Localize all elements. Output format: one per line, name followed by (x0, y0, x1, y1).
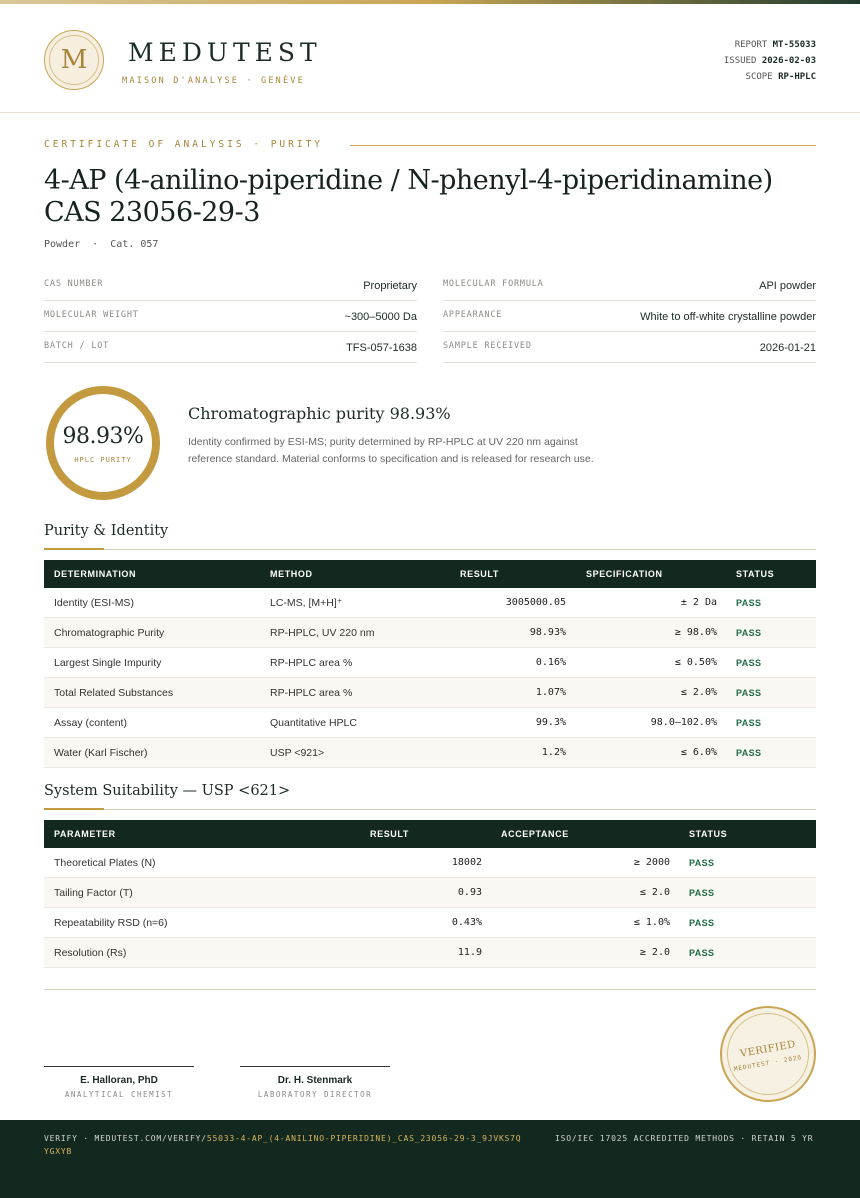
certificate-label: CERTIFICATE OF ANALYSIS · PURITY (44, 139, 324, 150)
signatory-name: E. Halloran, PhD (80, 1075, 158, 1086)
signatory-name: Dr. H. Stenmark (277, 1075, 353, 1086)
result-cell: 99.3% (535, 717, 566, 728)
brand-tagline: MAISON D'ANALYSE · GENÈVE (122, 76, 305, 86)
table-row (44, 678, 816, 708)
determination-cell: Identity (ESI-MS) (54, 597, 134, 609)
status-badge: PASS (689, 918, 715, 928)
specification-cell: ≤ 0.50% (674, 657, 717, 668)
parameter-cell: Tailing Factor (T) (54, 887, 133, 899)
report-number: MT-55033 (772, 40, 816, 50)
table-row (44, 738, 816, 768)
result-cell: 0.43% (451, 917, 482, 928)
brand-logo (44, 30, 104, 90)
parameter-cell: Resolution (Rs) (54, 947, 127, 959)
method-cell: USP <921> (270, 747, 325, 759)
determination-cell: Assay (content) (54, 717, 127, 729)
determination-cell: Total Related Substances (54, 687, 174, 699)
method-cell: Quantitative HPLC (270, 717, 357, 729)
table-row (44, 938, 816, 968)
table-header (44, 560, 816, 588)
signatory-role: ANALYTICAL CHEMIST (64, 1090, 174, 1099)
table-row (44, 848, 816, 878)
property-row (44, 301, 417, 332)
specification-cell: 98.0–102.0% (650, 717, 717, 728)
property-row (44, 270, 417, 301)
brand-name: MEDUTEST (128, 38, 322, 67)
method-cell: RP-HPLC, UV 220 nm (270, 627, 375, 639)
scope-value: RP-HPLC (778, 72, 816, 82)
property-value: Proprietary (363, 280, 417, 292)
property-key: APPEARANCE (443, 310, 503, 320)
compound-title-line1: 4-AP (4-anilino-piperidine / N-phenyl-4-piperidinamine) (44, 165, 773, 196)
status-badge: PASS (689, 888, 715, 898)
signature-block (44, 1066, 194, 1099)
signature-line (240, 1066, 390, 1067)
determination-cell: Water (Karl Fischer) (54, 747, 148, 759)
property-row (443, 301, 816, 332)
issued-date: 2026-02-03 (761, 56, 816, 66)
scope-label: SCOPE (745, 72, 773, 82)
property-row (443, 270, 816, 301)
property-row (44, 332, 417, 363)
property-row (443, 332, 816, 363)
verify-link[interactable]: 55033-4-AP_(4-ANILINO-PIPERIDINE)_CAS_23056-29-3_9JVKS7QYGXYB (44, 1134, 522, 1156)
result-cell: 0.93 (457, 887, 482, 898)
seal-subtext: MEDUTEST · 2026 (733, 1054, 803, 1073)
suitability-table (44, 820, 816, 968)
status-badge: PASS (736, 628, 762, 638)
result-cell: 1.2% (541, 747, 566, 758)
parameter-cell: Theoretical Plates (N) (54, 857, 156, 869)
purity-ring-value: 98.93% (62, 424, 144, 449)
acceptance-cell: ≥ 2.0 (639, 947, 670, 958)
suitability-section-title: System Suitability — USP <621> (44, 783, 291, 799)
report-header (0, 4, 860, 113)
status-badge: PASS (736, 718, 762, 728)
table-row (44, 878, 816, 908)
column-header: RESULT (370, 829, 409, 839)
method-cell: RP-HPLC area % (270, 657, 353, 669)
seal-text: VERIFIED (739, 1039, 797, 1060)
property-key: MOLECULAR WEIGHT (44, 310, 139, 320)
status-badge: PASS (689, 948, 715, 958)
result-cell: 0.16% (535, 657, 566, 668)
column-header: STATUS (689, 829, 728, 839)
verify-line (44, 1132, 524, 1158)
result-cell: 18002 (451, 857, 482, 868)
result-cell: 3005000.05 (505, 597, 566, 608)
result-cell: 1.07% (535, 687, 566, 698)
status-badge: PASS (736, 598, 762, 608)
issued-label: ISSUED (723, 56, 757, 66)
purity-table (44, 560, 816, 766)
property-key: BATCH / LOT (44, 341, 110, 351)
purity-section-title: Purity & Identity (44, 523, 169, 539)
status-badge: PASS (689, 858, 715, 868)
purity-ring-label: HPLC PURITY (74, 456, 132, 464)
compound-title (44, 165, 834, 229)
method-cell: LC-MS, [M+H]⁺ (270, 597, 343, 609)
property-key: MOLECULAR FORMULA (443, 279, 544, 289)
method-cell: RP-HPLC area % (270, 687, 353, 699)
verified-seal (720, 1006, 816, 1102)
footer-bar (0, 1120, 860, 1198)
property-value: ~300–5000 Da (344, 311, 417, 323)
certificate-label-rule (350, 145, 816, 146)
column-header: SPECIFICATION (586, 569, 663, 579)
compound-title-line2: CAS 23056-29-3 (44, 197, 260, 228)
acceptance-cell: ≤ 2.0 (639, 887, 670, 898)
property-value: TFS-057-1638 (346, 342, 417, 354)
signature-block (240, 1066, 390, 1099)
signatory-role: LABORATORY DIRECTOR (257, 1090, 373, 1099)
column-header: METHOD (270, 569, 313, 579)
status-badge: PASS (736, 748, 762, 758)
specification-cell: ≤ 6.0% (680, 747, 717, 758)
column-header: ACCEPTANCE (501, 829, 569, 839)
accreditation-note: ISO/IEC 17025 ACCREDITED METHODS · RETAIN 5 YR (555, 1134, 814, 1143)
specification-cell: ≤ 2.0% (680, 687, 717, 698)
parameter-cell: Repeatability RSD (n=6) (54, 917, 168, 929)
compound-subtitle: Powder · Cat. 057 (44, 239, 159, 250)
determination-cell: Chromatographic Purity (54, 627, 165, 639)
property-value: White to off-white crystalline powder (640, 311, 816, 323)
property-key: SAMPLE RECEIVED (443, 341, 532, 351)
signature-line (44, 1066, 194, 1067)
column-header: RESULT (460, 569, 499, 579)
verify-prefix: VERIFY · MEDUTEST.COM/VERIFY/ (44, 1134, 207, 1143)
status-badge: PASS (736, 688, 762, 698)
summary-title: Chromatographic purity 98.93% (188, 404, 451, 423)
table-row (44, 588, 816, 618)
specification-cell: ± 2 Da (680, 597, 717, 608)
section-accent (44, 808, 104, 810)
property-value: API powder (759, 280, 816, 292)
section-rule (44, 809, 816, 810)
status-badge: PASS (736, 658, 762, 668)
table-row (44, 708, 816, 738)
table-row (44, 618, 816, 648)
acceptance-cell: ≤ 1.0% (633, 917, 670, 928)
table-header (44, 820, 816, 848)
determination-cell: Largest Single Impurity (54, 657, 162, 669)
section-accent (44, 548, 104, 550)
acceptance-cell: ≥ 2000 (633, 857, 670, 868)
column-header: DETERMINATION (54, 569, 137, 579)
column-header: STATUS (736, 569, 775, 579)
property-value: 2026-01-21 (759, 342, 816, 354)
report-meta (724, 37, 816, 85)
table-row (44, 648, 816, 678)
result-cell: 11.9 (457, 947, 482, 958)
logo-letter: M (49, 35, 99, 85)
purity-ring (46, 386, 160, 500)
end-divider (44, 989, 816, 990)
table-row (44, 908, 816, 938)
column-header: PARAMETER (54, 829, 116, 839)
section-rule (44, 549, 816, 550)
result-cell: 98.93% (529, 627, 566, 638)
report-label: REPORT (734, 40, 768, 50)
property-key: CAS NUMBER (44, 279, 104, 289)
specification-cell: ≥ 98.0% (674, 627, 717, 638)
summary-text: Identity confirmed by ESI-MS; purity determined by RP-HPLC at UV 220 nm against reference standard. Material conforms to specification and is released for research use. (188, 436, 594, 465)
